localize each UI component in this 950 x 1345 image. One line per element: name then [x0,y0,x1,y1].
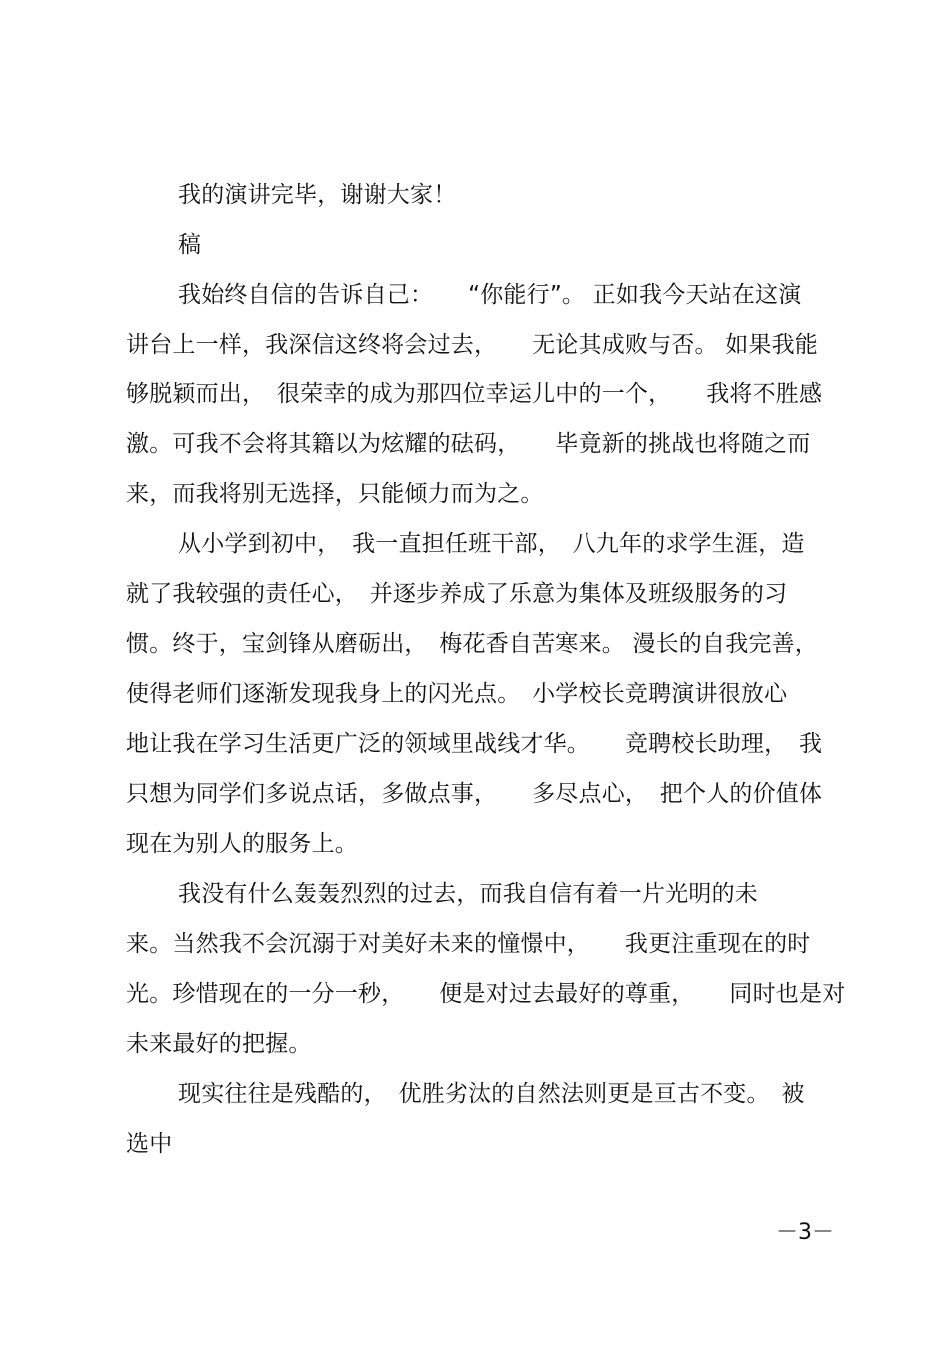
text-line: 使得老师们逐渐发现我身上的闪光点。 小学校长竞聘演讲很放心 [126,681,788,707]
text-line: 从小学到初中， 我一直担任班干部， 八九年的求学生涯，造 [178,531,805,557]
text-line: 地让我在学习生活更广泛的领域里战线才华。 竞聘校长助理， 我 [126,731,823,757]
text-line: 惯。终于，宝剑锋从磨砺出， 梅花香自苦寒来。 漫长的自我完善， [126,631,819,657]
text-line: 现在为别人的服务上。 [126,831,358,857]
text-line: 选中 [126,1131,173,1157]
text-line: 激。可我不会将其籍以为炫耀的砝码， 毕竟新的挑战也将随之而 [126,431,811,457]
text-line: 我的演讲完毕，谢谢大家！ [178,182,457,208]
text-line: 我没有什么轰轰烈烈的过去，而我自信有着一片光明的未 [178,881,758,907]
text-line: 稿 [178,232,202,258]
text-line: 讲台上一样，我深信这终将会过去， 无论其成败与否。 如果我能 [126,332,819,358]
text-line: 够脱颖而出， 很荣幸的成为那四位幸运儿中的一个， 我将不胜感 [126,381,823,407]
text-line: 来。当然我不会沉溺于对美好未来的憧憬中， 我更注重现在的时 [126,931,811,957]
text-line: 只想为同学们多说点话，多做点事， 多尽点心， 把个人的价值体 [126,781,823,807]
text-line: 我始终自信的告诉自己： “你能行”。 正如我今天站在这演 [178,282,802,308]
text-line: 来，而我将别无选择，只能倾力而为之。 [126,481,544,507]
text-line: 现实往往是残酷的， 优胜劣汰的自然法则更是亘古不变。 被 [178,1081,805,1107]
text-line: 未来最好的把握。 [126,1031,312,1057]
page-number: －3－ [776,1220,834,1245]
text-line: 就了我较强的责任心， 并逐步养成了乐意为集体及班级服务的习 [126,581,788,607]
text-line: 光。珍惜现在的一分一秒， 便是对过去最好的尊重， 同时也是对 [126,981,846,1007]
